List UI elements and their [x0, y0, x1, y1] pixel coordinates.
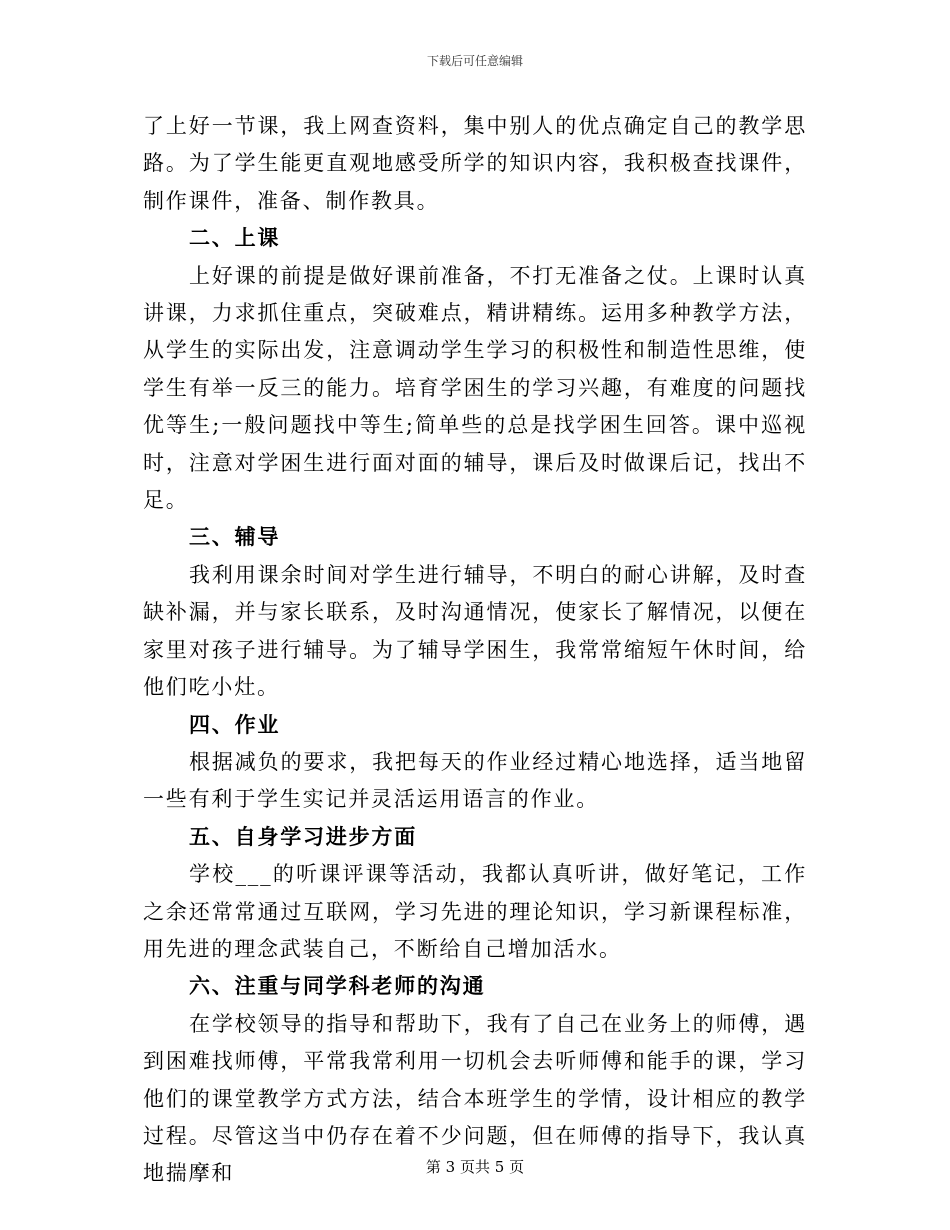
- paragraph-intro-continued: 了上好一节课，我上网查资料，集中别人的优点确定自己的教学思路。为了学生能更直观地感受所学的知识内容，我积极查找课件，制作课件，准备、制作教具。: [143, 114, 807, 213]
- section-heading-communication: 六、注重与同学科老师的沟通: [189, 974, 486, 999]
- section-heading-tutoring: 三、辅导: [189, 525, 281, 550]
- document-body: [143, 108, 807, 1193]
- paragraph-homework: 根据减负的要求，我把每天的作业经过精心地选择，适当地留一些有利于学生实记并灵活运用语言的作业。: [143, 749, 807, 812]
- page-header: 下载后可任意编辑: [426, 54, 523, 68]
- page-footer: 第 3 页共 5 页: [425, 1158, 525, 1176]
- paragraph-tutoring: 我利用课余时间对学生进行辅导，不明白的耐心讲解，及时查缺补漏，并与家长联系，及时沟通情况，使家长了解情况，以便在家里对孩子进行辅导。为了辅导学困生，我常常缩短午休时间，给他们吃小灶。: [143, 562, 807, 700]
- section-heading-self-study: 五、自身学习进步方面: [189, 824, 417, 849]
- paragraph-communication: 在学校领导的指导和帮助下，我有了自己在业务上的师傅，遇到困难找师傅，平常我常利用一切机会去听师傅和能手的课，学习他们的课堂教学方式方法，结合本班学生的学情，设计相应的教学过程。尽管这当中仍存在着不少问题，但在师傅的指导下，我认真地揣摩和: [143, 1011, 807, 1186]
- paragraph-class: 上好课的前提是做好课前准备，不打无准备之仗。上课时认真讲课，力求抓住重点，突破难点，精讲精练。运用多种教学方法，从学生的实际出发，注意调动学生学习的积极性和制造性思维，使学生有举一反三的能力。培育学困生的学习兴趣，有难度的问题找优等生;一般问题找中等生;简单些的总是找学困生回答。课中巡视时，注意对学困生进行面对面的辅导，课后及时做课后记，找出不足。: [143, 263, 807, 513]
- section-heading-class: 二、上课: [189, 226, 281, 251]
- paragraph-self-study: 学校___的听课评课等活动，我都认真听讲，做好笔记，工作之余还常常通过互联网，学习先进的理论知识，学习新课程标准，用先进的理念武装自己，不断给自己增加活水。: [143, 862, 807, 961]
- section-heading-homework: 四、作业: [189, 712, 281, 737]
